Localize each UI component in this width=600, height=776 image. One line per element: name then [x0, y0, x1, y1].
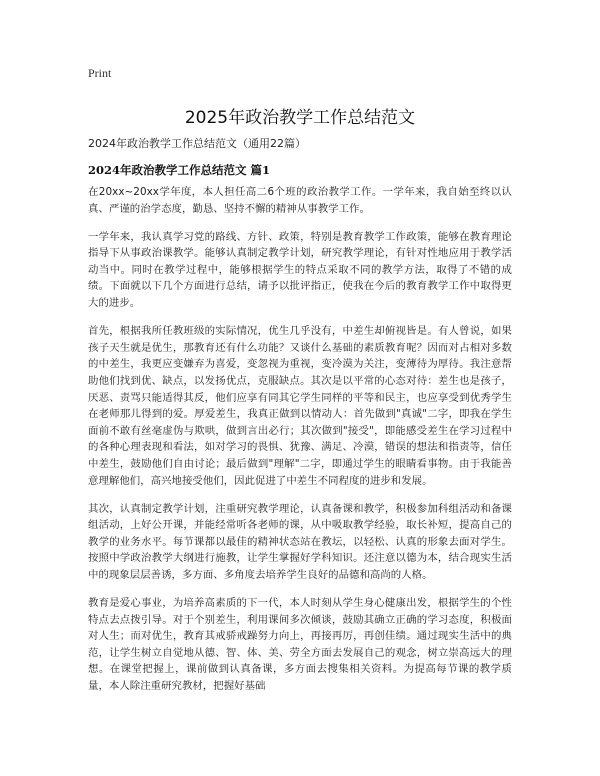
paragraph-4: 其次，认真制定教学计划，注重研究教学理论，认真备课和教学，积极参加科组活动和备课组活动，上好公开课，并能经常听各老师的课，从中吸取教学经验，取长补短，提高自己的教学的业务水平。每节课都以最佳的精神状态站在教坛，以轻松、认真的形象去面对学生。按照中学政治教学大纲进行施教，让学生掌握好学科知识。还注意以德为本，结合现实生活中的现象层层善诱，多方面、多角度去培养学生良好的品德和高尚的人格。: [88, 502, 512, 581]
paragraph-2: 一学年来，我认真学习党的路线、方针、政策，特别是教育教学工作政策，能够在教育理论指导下从事政治课教学。能够认真制定教学计划，研究教学理论，有针对性地应用于教学活动当中。同时在教学过程中，能够根据学生的特点采取不同的教学方法，取得了不错的成绩。下面就以下几个方面进行总结，请予以批评指正，使我在今后的教育教学工作中取得更大的进步。: [88, 230, 512, 310]
paragraph-3: 首先，根据我所任教班级的实际情况，优生几乎没有，中差生却俯视皆是。有人曾说，如果孩子天生就是优生，那教育还有什么功能？又谈什么基础的素质教育呢？因而对占相对多数的中差生，我更应变嫌弃为喜爱，变忽视为重视，变冷漠为关注，变薄待为厚待。我注意帮助他们找到优、缺点，以发扬优点，克服缺点。其次是以平常的心态对待：差生也是孩子，厌恶、责骂只能适得其反，他们应享有同其它学生同样的平等和民主，也应享受到优秀学生在老师那儿得到的爱。厚爱差生，我真正做到以情动人：首先做到"真诚"二字，即我在学生面前不敢有丝毫虚伪与欺哄，做到言出必行；其次做到"接受"，即能感受差生在学习过程中的各种心理表现和看法，如对学习的畏惧、犹豫、满足、冷漠，错误的想法和指责等，信任中差生，鼓励他们自由讨论；最后做到"理解"二字，即通过学生的眼睛看事物。由于我能善意理解他们，高兴地接受他们，因此促进了中差生不同程度的进步和发展。: [88, 325, 512, 487]
paragraph-5: 教育是爱心事业，为培养高素质的下一代，本人时刻从学生身心健康出发，根据学生的个性特点去点拨引导。对于个别差生，利用课间多次倾谈，鼓励其确立正确的学习态度，积极面对人生；而对优生，教育其戒骄戒躁努力向上，再接再厉，再创佳绩。通过现实生活中的典范，让学生树立自觉地从德、智、体、美、劳全方面去发展自己的观念，树立崇高远大的理想。在课堂把握上，课前做到认真备课，多方面去搜集相关资料。为提高每节课的教学质量，本人除注重研究教材，把握好基础: [88, 597, 512, 693]
article-body: [88, 184, 512, 706]
page-title: 2025年政治教学工作总结范文: [184, 108, 416, 128]
paragraph-1: 在20xx~20xx学年度，本人担任高二6个班的政治教学工作。一学年来，我自始至终以认真、严谨的治学态度，勤恳、坚持不懈的精神从事教学工作。: [88, 186, 512, 215]
print-link[interactable]: Print: [88, 66, 112, 80]
section-heading: 2024年政治教学工作总结范文 篇1: [88, 163, 271, 177]
document-subtitle: 2024年政治教学工作总结范文（通用22篇）: [88, 137, 306, 150]
